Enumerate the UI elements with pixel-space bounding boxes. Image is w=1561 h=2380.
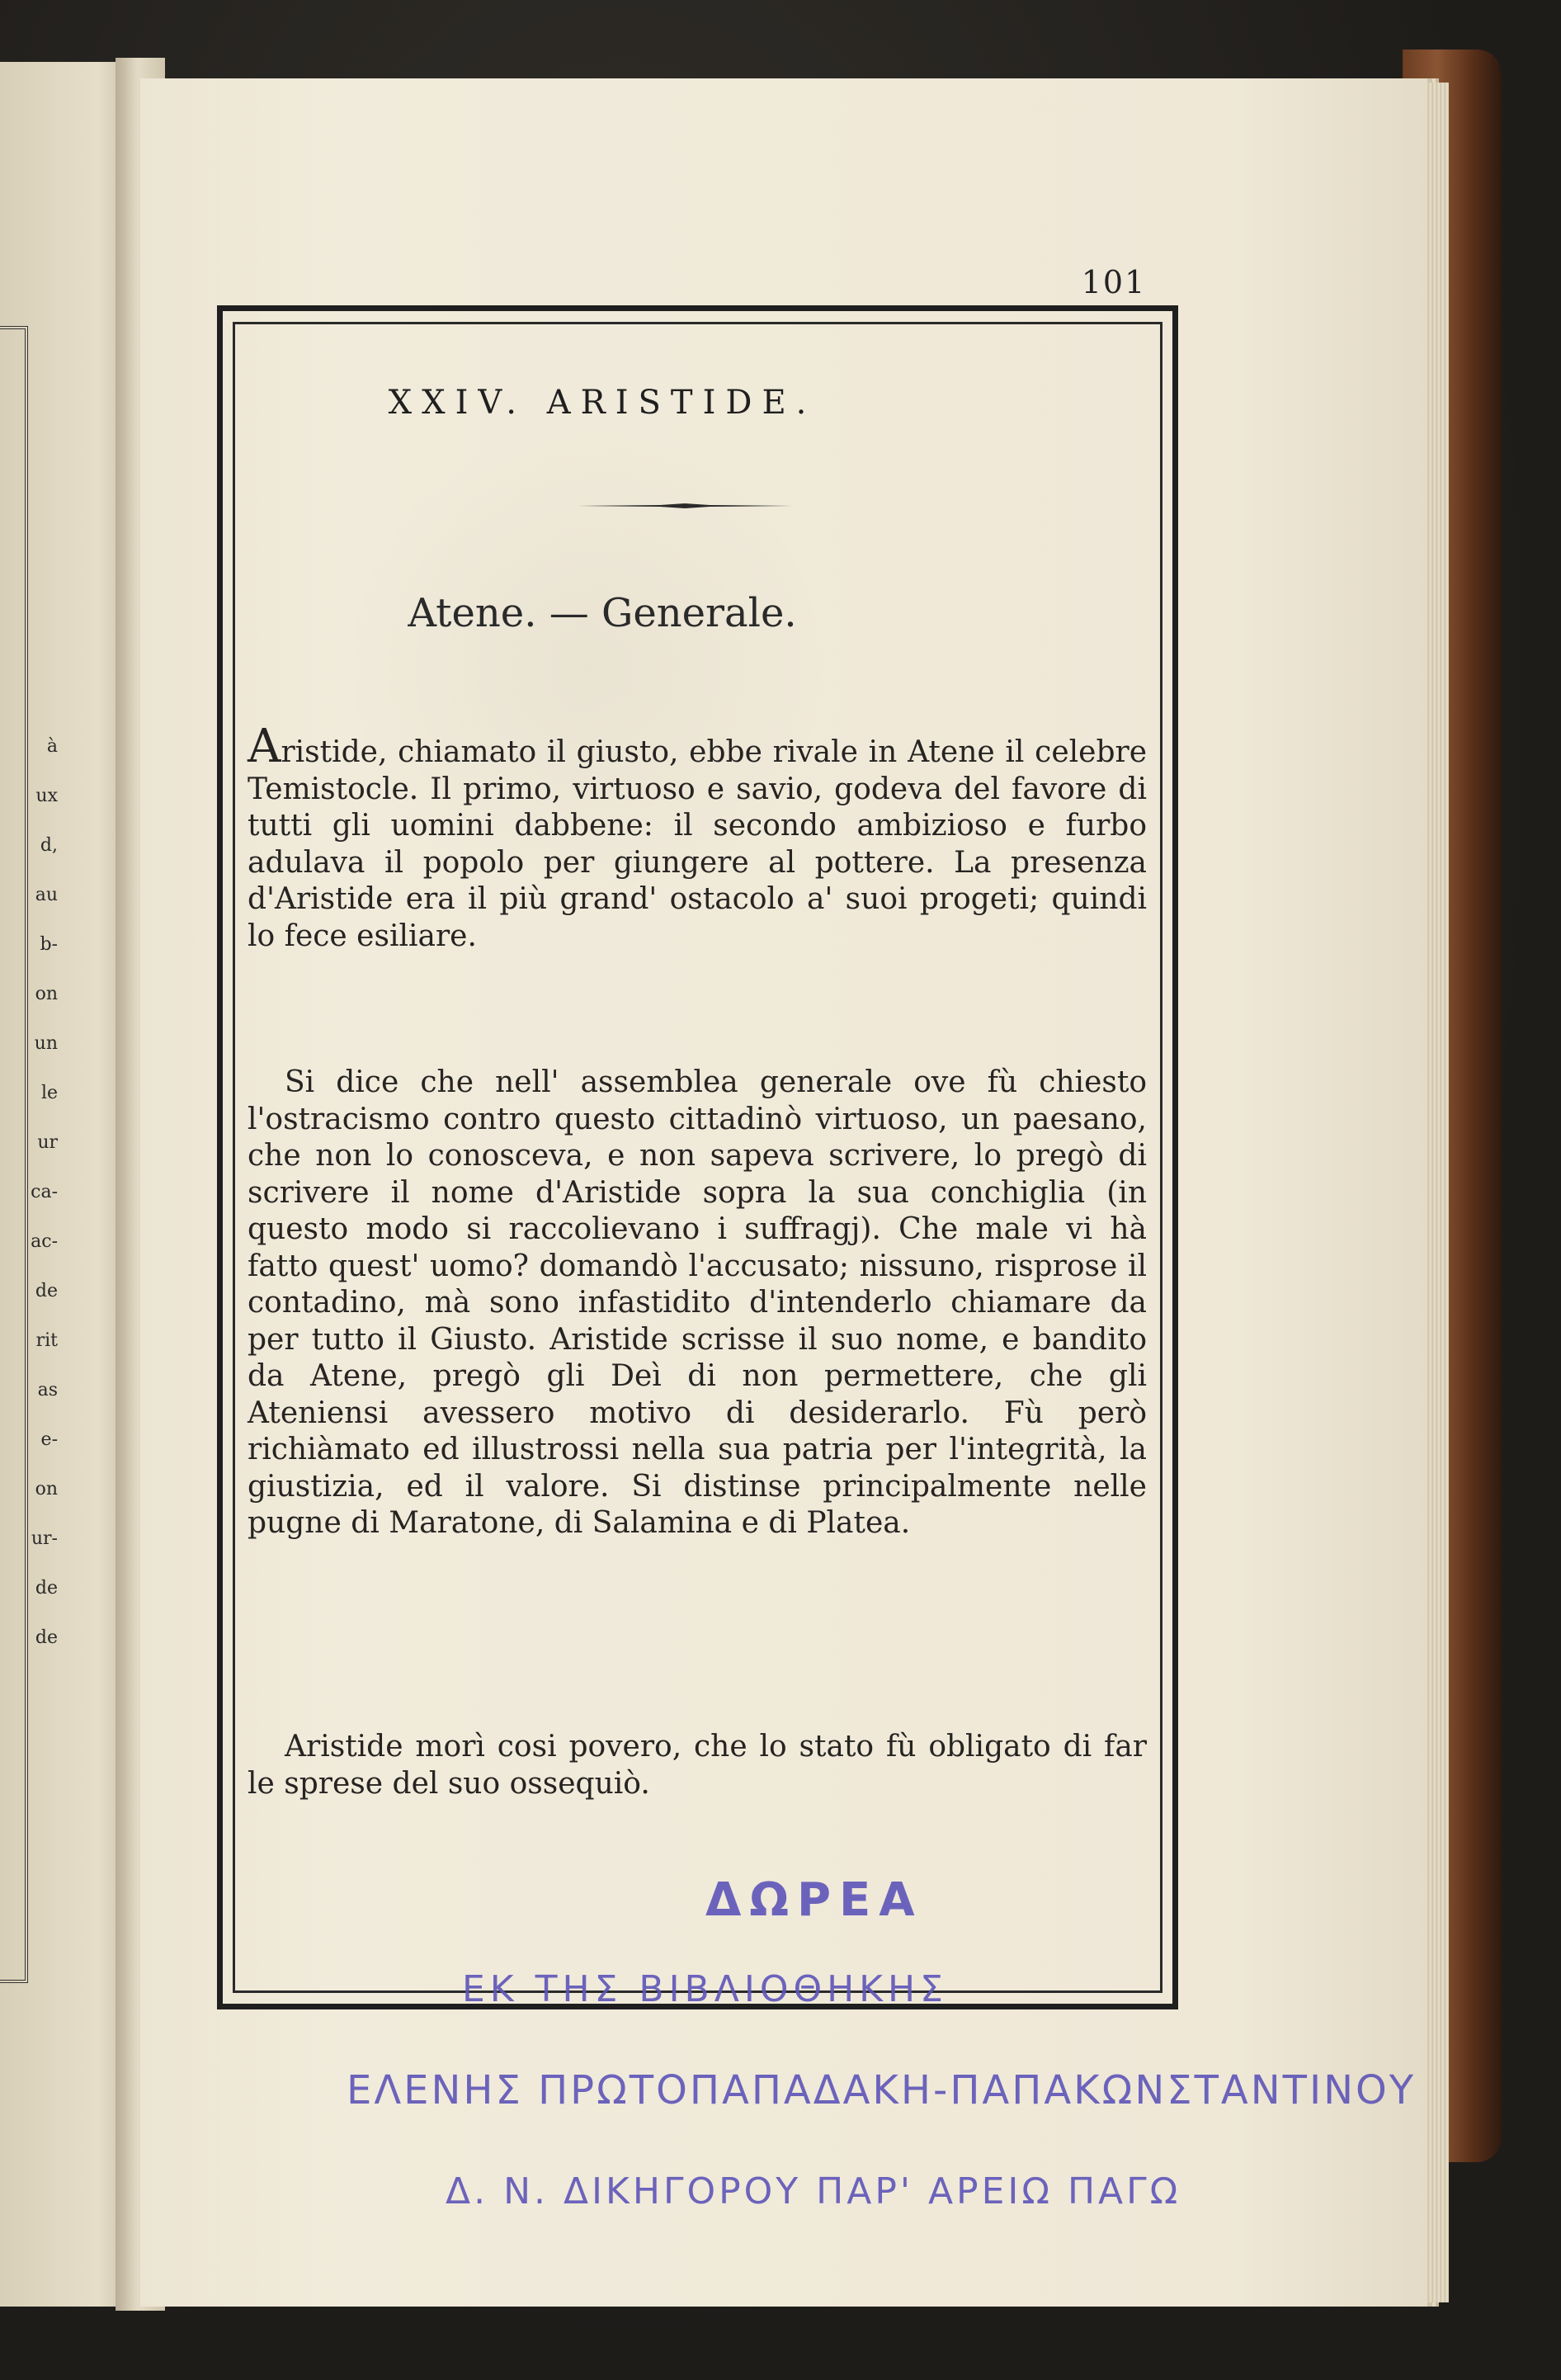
chapter-title: XXIV. ARISTIDE.	[388, 384, 817, 422]
left-fragment: ur	[37, 1132, 58, 1153]
left-fragment: on	[35, 1479, 58, 1499]
drop-cap: A	[248, 720, 281, 773]
left-fragment: as	[37, 1380, 58, 1400]
library-stamp-line: Δ. Ν. ΔΙΚΗΓΟΡΟΥ ΠΑΡ' ΑΡΕΙΩ ΠΑΓΩ	[446, 2170, 1181, 2212]
library-stamp-line: ΔΩΡΕΑ	[705, 1873, 923, 1927]
title-ornament	[578, 503, 792, 508]
left-fragment: b-	[40, 934, 58, 955]
left-fragment: rit	[35, 1330, 58, 1351]
paragraph	[248, 720, 1147, 955]
left-fragment: de	[35, 1627, 58, 1648]
left-fragment: ur-	[31, 1528, 58, 1549]
library-stamp-line: ΕΚ ΤΗΣ ΒΙΒΛΙΟΘΗΚΗΣ	[462, 1968, 948, 2010]
paragraph-text: ristide, chiamato il giusto, ebbe rivale in Atene il celebre Temistocle. Il primo, virtuoso e savio, godeva del favore di tutti gli uomini dabbene: il secondo ambizioso e furbo adulava il popolo per giungere al pottere. La presenza d'Aristide era il più grand' ostacolo a' suoi progeti; quindi lo fece esiliare.	[248, 735, 1147, 953]
left-fragment: e-	[40, 1429, 58, 1450]
left-page-fragments	[0, 722, 58, 1663]
paragraph: Si dice che nell' assemblea generale ove fù chiesto l'ostracismo contro questo cittadinò virtuoso, un paesano, che non lo conosceva, e non sapeva scrivere, lo pregò di scrivere il nome d'Aristide sopra la sua conchiglia (in questo modo si raccolievano i suffragj). Che male vi hà fatto quest' uomo? domandò l'accusato; nissuno, risprose il contadino, mà sono infastidito d'intenderlo chiamare da per tutto il Giusto. Aristide scrisse il suo nome, e bandito da Atene, pregò gli Deì di non permettere, che gli Ateniensi avessero motivo di desiderarlo. Fù però richiàmato ed illustrossi nella sua patria per l'integrità, la giustizia, ed il valore. Si distinse principalmente nelle pugne di Maratone, di Salamina e di Platea.	[248, 1065, 1147, 1540]
left-fragment: de	[35, 1281, 58, 1301]
left-fragment: d,	[40, 835, 58, 856]
left-fragment: un	[34, 1033, 58, 1054]
paragraph: Aristide morì cosi povero, che lo stato fù obligato di far le sprese del suo ossequiò.	[248, 1730, 1147, 1801]
page-edges	[1426, 83, 1449, 2302]
left-fragment: on	[35, 984, 58, 1004]
left-fragment: ca-	[31, 1182, 58, 1202]
library-stamp-line: ΕΛΕΝΗΣ ΠΡΩΤΟΠΑΠΑΔΑΚΗ-ΠΑΠΑΚΩΝΣΤΑΝΤΙΝΟΥ	[347, 2067, 1417, 2113]
left-fragment: au	[35, 885, 58, 905]
left-fragment: ac-	[31, 1231, 58, 1252]
left-fragment: le	[40, 1083, 58, 1103]
chapter-subtitle: Atene. — Generale.	[408, 590, 797, 636]
left-fragment: ux	[35, 786, 58, 806]
left-fragment: à	[46, 736, 58, 757]
page-number: 101	[1081, 264, 1147, 300]
left-fragment: de	[35, 1578, 58, 1598]
